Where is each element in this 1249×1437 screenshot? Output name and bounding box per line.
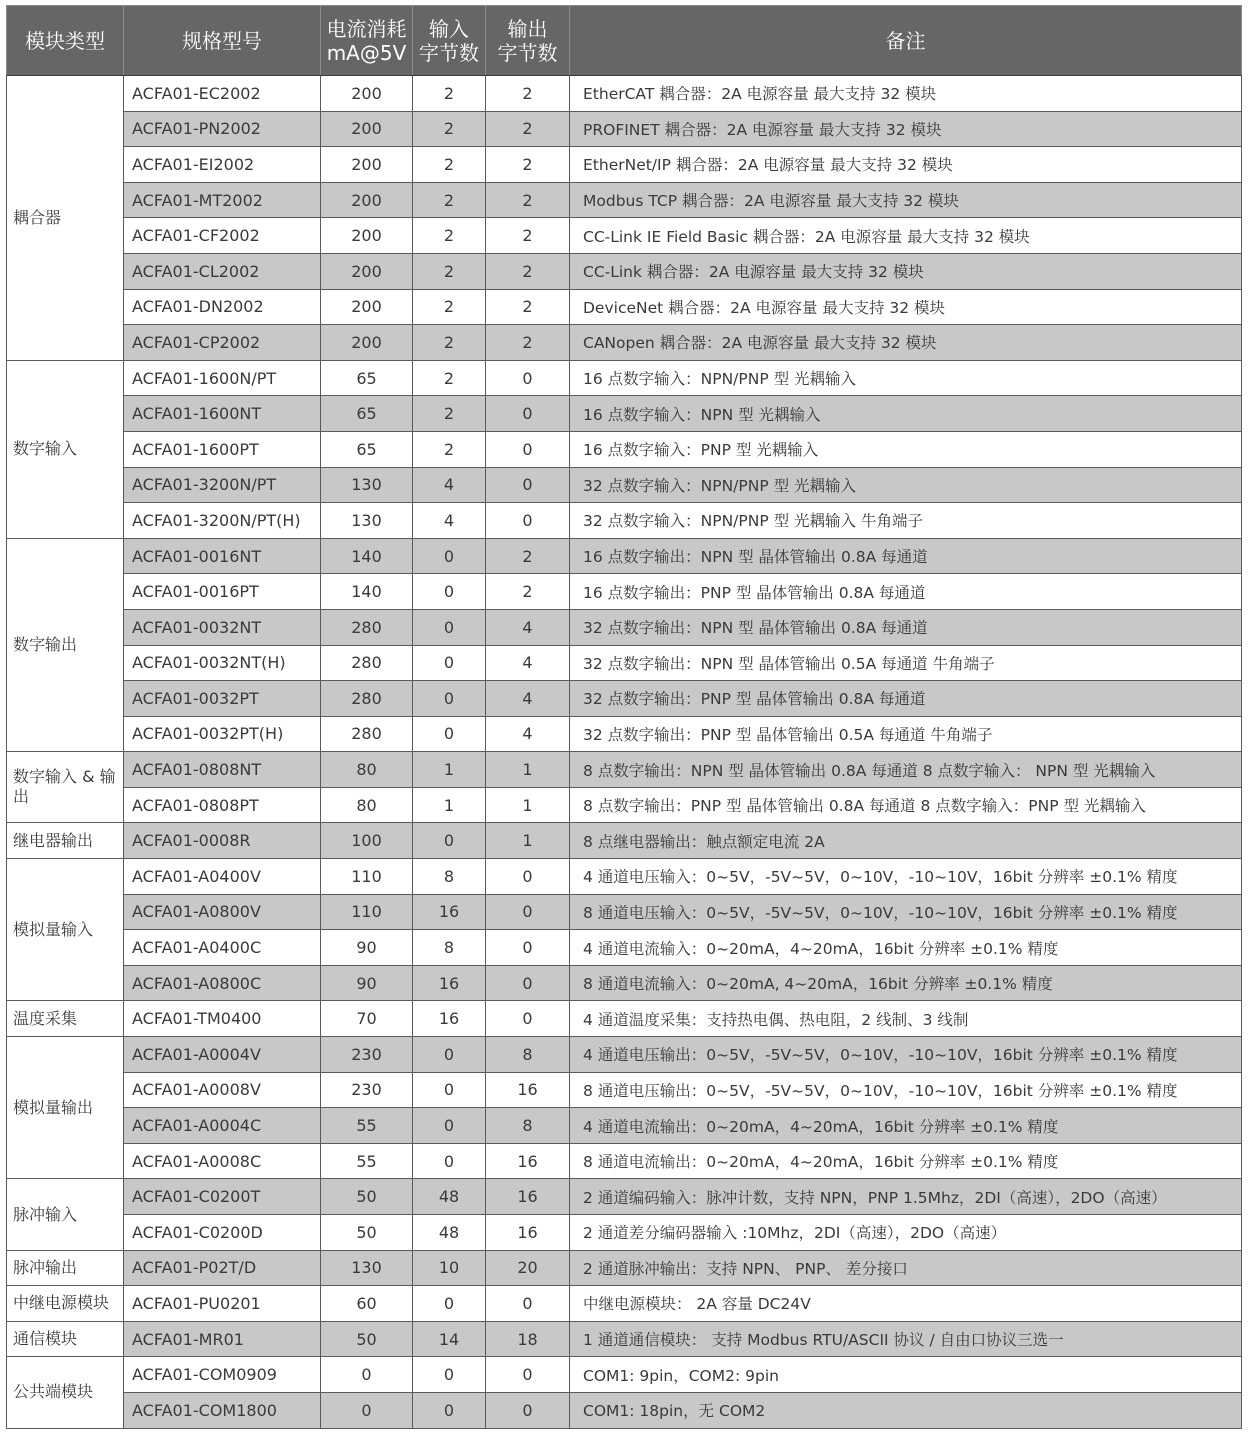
current-cell: 65 <box>321 431 413 467</box>
note-cell: 4 通道温度采集：支持热电偶、热电阻，2 线制、3 线制 <box>570 1001 1242 1037</box>
model-cell: ACFA01-PU0201 <box>124 1286 321 1322</box>
input-bytes-cell: 4 <box>413 467 486 503</box>
input-bytes-cell: 0 <box>413 1037 486 1073</box>
table-row <box>7 1179 1242 1215</box>
header-row <box>7 6 1242 76</box>
current-cell: 130 <box>321 503 413 539</box>
module-type-cell: 温度采集 <box>7 1001 124 1037</box>
output-bytes-cell: 2 <box>486 218 570 254</box>
table-row <box>7 894 1242 930</box>
current-cell: 50 <box>321 1215 413 1251</box>
note-cell: EtherNet/IP 耦合器：2A 电源容量 最大支持 32 模块 <box>570 147 1242 183</box>
module-type-cell: 模拟量输入 <box>7 859 124 1001</box>
header-input-bytes <box>413 6 486 76</box>
table-row <box>7 645 1242 681</box>
current-cell: 280 <box>321 609 413 645</box>
model-cell: ACFA01-0808NT <box>124 752 321 788</box>
note-cell: 1 通道通信模块： 支持 Modbus RTU/ASCII 协议 / 自由口协议三选一 <box>570 1321 1242 1357</box>
input-bytes-cell: 1 <box>413 787 486 823</box>
input-bytes-cell: 0 <box>413 1072 486 1108</box>
input-bytes-cell: 2 <box>413 147 486 183</box>
header-current-line2: mA@5V <box>326 40 407 65</box>
current-cell: 200 <box>321 218 413 254</box>
model-cell: ACFA01-1600PT <box>124 431 321 467</box>
output-bytes-cell: 2 <box>486 289 570 325</box>
output-bytes-cell: 2 <box>486 76 570 112</box>
table-row <box>7 218 1242 254</box>
input-bytes-cell: 14 <box>413 1321 486 1357</box>
current-cell: 230 <box>321 1037 413 1073</box>
note-cell: 16 点数字输入：NPN/PNP 型 光耦输入 <box>570 360 1242 396</box>
input-bytes-cell: 16 <box>413 894 486 930</box>
current-cell: 65 <box>321 396 413 432</box>
input-bytes-cell: 2 <box>413 396 486 432</box>
output-bytes-cell: 1 <box>486 752 570 788</box>
model-cell: ACFA01-A0800C <box>124 965 321 1001</box>
input-bytes-cell: 2 <box>413 289 486 325</box>
output-bytes-cell: 0 <box>486 1392 570 1428</box>
input-bytes-cell: 0 <box>413 716 486 752</box>
table-row <box>7 930 1242 966</box>
current-cell: 0 <box>321 1357 413 1393</box>
output-bytes-cell: 18 <box>486 1321 570 1357</box>
note-cell: 2 通道差分编码器输入 :10Mhz，2DI（高速），2DO（高速） <box>570 1215 1242 1251</box>
note-cell: 4 通道电压输入：0~5V，-5V~5V，0~10V，-10~10V，16bit 分辨率 ±0.1% 精度 <box>570 859 1242 895</box>
table-row <box>7 1286 1242 1322</box>
note-cell: 8 通道电流输出：0~20mA，4~20mA，16bit 分辨率 ±0.1% 精度 <box>570 1143 1242 1179</box>
current-cell: 200 <box>321 111 413 147</box>
model-cell: ACFA01-0032NT(H) <box>124 645 321 681</box>
output-bytes-cell: 0 <box>486 1286 570 1322</box>
output-bytes-cell: 0 <box>486 1001 570 1037</box>
module-type-cell: 通信模块 <box>7 1321 124 1357</box>
current-cell: 230 <box>321 1072 413 1108</box>
note-cell: 32 点数字输出：NPN 型 晶体管输出 0.8A 每通道 <box>570 609 1242 645</box>
current-cell: 90 <box>321 965 413 1001</box>
module-type-cell: 模拟量输出 <box>7 1037 124 1179</box>
input-bytes-cell: 2 <box>413 431 486 467</box>
table-row <box>7 965 1242 1001</box>
output-bytes-cell: 2 <box>486 574 570 610</box>
output-bytes-cell: 0 <box>486 396 570 432</box>
table-row <box>7 1392 1242 1428</box>
table-row <box>7 182 1242 218</box>
current-cell: 200 <box>321 182 413 218</box>
table-row <box>7 325 1242 361</box>
model-cell: ACFA01-0808PT <box>124 787 321 823</box>
output-bytes-cell: 1 <box>486 787 570 823</box>
output-bytes-cell: 16 <box>486 1072 570 1108</box>
model-cell: ACFA01-DN2002 <box>124 289 321 325</box>
output-bytes-cell: 4 <box>486 716 570 752</box>
table-row <box>7 76 1242 112</box>
output-bytes-cell: 4 <box>486 645 570 681</box>
module-type-cell: 数字输入 <box>7 360 124 538</box>
table-row <box>7 360 1242 396</box>
note-cell: 16 点数字输出：PNP 型 晶体管输出 0.8A 每通道 <box>570 574 1242 610</box>
table-row <box>7 111 1242 147</box>
current-cell: 60 <box>321 1286 413 1322</box>
note-cell: 32 点数字输入：NPN/PNP 型 光耦输入 牛角端子 <box>570 503 1242 539</box>
input-bytes-cell: 0 <box>413 609 486 645</box>
model-cell: ACFA01-A0800V <box>124 894 321 930</box>
input-bytes-cell: 48 <box>413 1215 486 1251</box>
table-row <box>7 289 1242 325</box>
note-cell: 中继电源模块： 2A 容量 DC24V <box>570 1286 1242 1322</box>
current-cell: 200 <box>321 325 413 361</box>
module-type-cell: 公共端模块 <box>7 1357 124 1428</box>
output-bytes-cell: 1 <box>486 823 570 859</box>
model-cell: ACFA01-0032NT <box>124 609 321 645</box>
table-row <box>7 147 1242 183</box>
header-current-line1: 电流消耗 <box>326 16 407 41</box>
model-cell: ACFA01-CL2002 <box>124 253 321 289</box>
table-row <box>7 787 1242 823</box>
input-bytes-cell: 2 <box>413 111 486 147</box>
note-cell: DeviceNet 耦合器：2A 电源容量 最大支持 32 模块 <box>570 289 1242 325</box>
current-cell: 70 <box>321 1001 413 1037</box>
output-bytes-cell: 4 <box>486 681 570 717</box>
output-bytes-cell: 2 <box>486 253 570 289</box>
model-cell: ACFA01-PN2002 <box>124 111 321 147</box>
current-cell: 280 <box>321 645 413 681</box>
module-type-cell: 脉冲输出 <box>7 1250 124 1286</box>
output-bytes-cell: 0 <box>486 859 570 895</box>
table-row <box>7 1072 1242 1108</box>
output-bytes-cell: 0 <box>486 965 570 1001</box>
note-cell: 32 点数字输出：NPN 型 晶体管输出 0.5A 每通道 牛角端子 <box>570 645 1242 681</box>
current-cell: 200 <box>321 289 413 325</box>
note-cell: EtherCAT 耦合器：2A 电源容量 最大支持 32 模块 <box>570 76 1242 112</box>
input-bytes-cell: 16 <box>413 965 486 1001</box>
table-row <box>7 431 1242 467</box>
input-bytes-cell: 8 <box>413 859 486 895</box>
output-bytes-cell: 2 <box>486 182 570 218</box>
input-bytes-cell: 0 <box>413 538 486 574</box>
table-row <box>7 1037 1242 1073</box>
module-type-cell: 脉冲输入 <box>7 1179 124 1250</box>
header-model: 规格型号 <box>124 6 321 76</box>
input-bytes-cell: 1 <box>413 752 486 788</box>
note-cell: 8 点继电器输出：触点额定电流 2A <box>570 823 1242 859</box>
output-bytes-cell: 0 <box>486 503 570 539</box>
model-cell: ACFA01-A0008C <box>124 1143 321 1179</box>
model-cell: ACFA01-3200N/PT(H) <box>124 503 321 539</box>
table-row <box>7 716 1242 752</box>
note-cell: COM1: 9pin，COM2: 9pin <box>570 1357 1242 1393</box>
current-cell: 80 <box>321 752 413 788</box>
input-bytes-cell: 10 <box>413 1250 486 1286</box>
output-bytes-cell: 2 <box>486 147 570 183</box>
note-cell: 32 点数字输入：NPN/PNP 型 光耦输入 <box>570 467 1242 503</box>
table-row <box>7 859 1242 895</box>
note-cell: 16 点数字输入：NPN 型 光耦输入 <box>570 396 1242 432</box>
current-cell: 0 <box>321 1392 413 1428</box>
model-cell: ACFA01-A0004C <box>124 1108 321 1144</box>
input-bytes-cell: 2 <box>413 76 486 112</box>
note-cell: 16 点数字输入：PNP 型 光耦输入 <box>570 431 1242 467</box>
note-cell: 32 点数字输出：PNP 型 晶体管输出 0.5A 每通道 牛角端子 <box>570 716 1242 752</box>
current-cell: 200 <box>321 253 413 289</box>
model-cell: ACFA01-3200N/PT <box>124 467 321 503</box>
note-cell: 32 点数字输出：PNP 型 晶体管输出 0.8A 每通道 <box>570 681 1242 717</box>
input-bytes-cell: 16 <box>413 1001 486 1037</box>
model-cell: ACFA01-C0200D <box>124 1215 321 1251</box>
header-current <box>321 6 413 76</box>
model-cell: ACFA01-A0400C <box>124 930 321 966</box>
output-bytes-cell: 0 <box>486 1357 570 1393</box>
note-cell: 8 通道电流输入：0~20mA, 4~20mA，16bit 分辨率 ±0.1% 精度 <box>570 965 1242 1001</box>
output-bytes-cell: 20 <box>486 1250 570 1286</box>
output-bytes-cell: 0 <box>486 930 570 966</box>
model-cell: ACFA01-EI2002 <box>124 147 321 183</box>
current-cell: 110 <box>321 894 413 930</box>
input-bytes-cell: 0 <box>413 645 486 681</box>
model-cell: ACFA01-0016NT <box>124 538 321 574</box>
input-bytes-cell: 48 <box>413 1179 486 1215</box>
table-row <box>7 538 1242 574</box>
output-bytes-cell: 0 <box>486 360 570 396</box>
header-input-line1: 输入 <box>429 16 469 41</box>
input-bytes-cell: 0 <box>413 681 486 717</box>
model-cell: ACFA01-TM0400 <box>124 1001 321 1037</box>
model-cell: ACFA01-MR01 <box>124 1321 321 1357</box>
input-bytes-cell: 8 <box>413 930 486 966</box>
model-cell: ACFA01-1600N/PT <box>124 360 321 396</box>
output-bytes-cell: 16 <box>486 1179 570 1215</box>
current-cell: 80 <box>321 787 413 823</box>
note-cell: CC-Link 耦合器：2A 电源容量 最大支持 32 模块 <box>570 253 1242 289</box>
model-cell: ACFA01-CP2002 <box>124 325 321 361</box>
current-cell: 140 <box>321 538 413 574</box>
note-cell: 8 通道电压输出：0~5V，-5V~5V，0~10V，-10~10V，16bit 分辨率 ±0.1% 精度 <box>570 1072 1242 1108</box>
model-cell: ACFA01-MT2002 <box>124 182 321 218</box>
output-bytes-cell: 4 <box>486 609 570 645</box>
header-note: 备注 <box>570 6 1242 76</box>
note-cell: CANopen 耦合器：2A 电源容量 最大支持 32 模块 <box>570 325 1242 361</box>
table-body <box>7 76 1242 1429</box>
note-cell: 8 通道电压输入：0~5V，-5V~5V，0~10V，-10~10V，16bit 分辨率 ±0.1% 精度 <box>570 894 1242 930</box>
current-cell: 280 <box>321 716 413 752</box>
header-type: 模块类型 <box>7 6 124 76</box>
model-cell: ACFA01-P02T/D <box>124 1250 321 1286</box>
input-bytes-cell: 2 <box>413 218 486 254</box>
header-output-line1: 输出 <box>507 16 548 41</box>
note-cell: 16 点数字输出：NPN 型 晶体管输出 0.8A 每通道 <box>570 538 1242 574</box>
model-cell: ACFA01-C0200T <box>124 1179 321 1215</box>
module-type-cell: 中继电源模块 <box>7 1286 124 1322</box>
table-row <box>7 609 1242 645</box>
current-cell: 200 <box>321 147 413 183</box>
model-cell: ACFA01-CF2002 <box>124 218 321 254</box>
note-cell: 2 通道脉冲输出：支持 NPN、 PNP、 差分接口 <box>570 1250 1242 1286</box>
note-cell: 4 通道电压输出：0~5V，-5V~5V，0~10V，-10~10V，16bit 分辨率 ±0.1% 精度 <box>570 1037 1242 1073</box>
output-bytes-cell: 16 <box>486 1215 570 1251</box>
input-bytes-cell: 0 <box>413 1143 486 1179</box>
note-cell: 4 通道电流输出：0~20mA，4~20mA，16bit 分辨率 ±0.1% 精度 <box>570 1108 1242 1144</box>
current-cell: 90 <box>321 930 413 966</box>
note-cell: 2 通道编码输入：脉冲计数，支持 NPN，PNP 1.5Mhz，2DI（高速），2DO（高速） <box>570 1179 1242 1215</box>
output-bytes-cell: 0 <box>486 431 570 467</box>
module-type-cell: 数字输入 & 输出 <box>7 752 124 823</box>
table-row <box>7 823 1242 859</box>
input-bytes-cell: 0 <box>413 1286 486 1322</box>
current-cell: 140 <box>321 574 413 610</box>
current-cell: 65 <box>321 360 413 396</box>
input-bytes-cell: 0 <box>413 823 486 859</box>
table-row <box>7 574 1242 610</box>
table-row <box>7 253 1242 289</box>
current-cell: 130 <box>321 467 413 503</box>
model-cell: ACFA01-0016PT <box>124 574 321 610</box>
current-cell: 100 <box>321 823 413 859</box>
input-bytes-cell: 0 <box>413 574 486 610</box>
output-bytes-cell: 16 <box>486 1143 570 1179</box>
model-cell: ACFA01-1600NT <box>124 396 321 432</box>
model-cell: ACFA01-0032PT(H) <box>124 716 321 752</box>
input-bytes-cell: 0 <box>413 1392 486 1428</box>
input-bytes-cell: 4 <box>413 503 486 539</box>
output-bytes-cell: 8 <box>486 1037 570 1073</box>
spec-table <box>6 5 1242 1429</box>
header-output-line2: 字节数 <box>497 40 558 65</box>
current-cell: 55 <box>321 1108 413 1144</box>
output-bytes-cell: 2 <box>486 111 570 147</box>
table-row <box>7 1321 1242 1357</box>
note-cell: CC-Link IE Field Basic 耦合器：2A 电源容量 最大支持 32 模块 <box>570 218 1242 254</box>
table-row <box>7 681 1242 717</box>
module-type-cell: 继电器输出 <box>7 823 124 859</box>
note-cell: 8 点数字输出：PNP 型 晶体管输出 0.8A 每通道 8 点数字输入：PNP 型 光耦输入 <box>570 787 1242 823</box>
current-cell: 280 <box>321 681 413 717</box>
header-output-bytes <box>486 6 570 76</box>
model-cell: ACFA01-A0008V <box>124 1072 321 1108</box>
table-row <box>7 1250 1242 1286</box>
output-bytes-cell: 2 <box>486 538 570 574</box>
table-row <box>7 1143 1242 1179</box>
input-bytes-cell: 2 <box>413 253 486 289</box>
input-bytes-cell: 0 <box>413 1108 486 1144</box>
model-cell: ACFA01-COM0909 <box>124 1357 321 1393</box>
table-row <box>7 1215 1242 1251</box>
model-cell: ACFA01-EC2002 <box>124 76 321 112</box>
input-bytes-cell: 2 <box>413 360 486 396</box>
input-bytes-cell: 0 <box>413 1357 486 1393</box>
model-cell: ACFA01-A0400V <box>124 859 321 895</box>
module-type-cell: 耦合器 <box>7 76 124 361</box>
current-cell: 50 <box>321 1179 413 1215</box>
output-bytes-cell: 0 <box>486 894 570 930</box>
output-bytes-cell: 2 <box>486 325 570 361</box>
header-input-line2: 字节数 <box>419 40 479 65</box>
table-row <box>7 467 1242 503</box>
input-bytes-cell: 2 <box>413 325 486 361</box>
table-row <box>7 396 1242 432</box>
current-cell: 55 <box>321 1143 413 1179</box>
current-cell: 50 <box>321 1321 413 1357</box>
note-cell: 8 点数字输出：NPN 型 晶体管输出 0.8A 每通道 8 点数字输入： NPN 型 光耦输入 <box>570 752 1242 788</box>
current-cell: 110 <box>321 859 413 895</box>
current-cell: 200 <box>321 76 413 112</box>
current-cell: 130 <box>321 1250 413 1286</box>
input-bytes-cell: 2 <box>413 182 486 218</box>
table-row <box>7 752 1242 788</box>
module-type-cell: 数字输出 <box>7 538 124 752</box>
note-cell: Modbus TCP 耦合器：2A 电源容量 最大支持 32 模块 <box>570 182 1242 218</box>
model-cell: ACFA01-A0004V <box>124 1037 321 1073</box>
output-bytes-cell: 8 <box>486 1108 570 1144</box>
table-row <box>7 1001 1242 1037</box>
note-cell: PROFINET 耦合器：2A 电源容量 最大支持 32 模块 <box>570 111 1242 147</box>
note-cell: 4 通道电流输入：0~20mA，4~20mA，16bit 分辨率 ±0.1% 精度 <box>570 930 1242 966</box>
model-cell: ACFA01-0008R <box>124 823 321 859</box>
table-row <box>7 1108 1242 1144</box>
output-bytes-cell: 0 <box>486 467 570 503</box>
table-row <box>7 1357 1242 1393</box>
table-row <box>7 503 1242 539</box>
model-cell: ACFA01-COM1800 <box>124 1392 321 1428</box>
note-cell: COM1: 18pin，无 COM2 <box>570 1392 1242 1428</box>
model-cell: ACFA01-0032PT <box>124 681 321 717</box>
